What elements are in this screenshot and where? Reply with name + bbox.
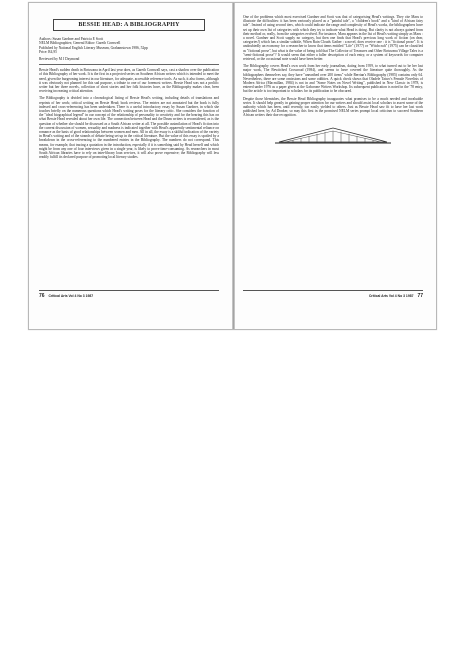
left-paragraph-2: The Bibliography is divided into a chronological listing of Bessie Head's writing, including details of translations and reprints of her work; critical writing on Bessie Head; book reviews. The entries are not annotated but the book is fully indexed and cross-referencing has been undertaken. There is a useful introductory essay by Susan Gardner, in which she touches briefly on the numerous questions which Head's writing poses for the literary critic. She considers the function of the "ideal biographical legend" in our concept of the relationship of personality to creativity and for the bearing this has on what Bessie Head revealed about her own life. The connection between Head and the Drum writers is reconsidered, as is the question of whether she should be discussed as a South African writer at all. The possible assimilation of Head's fiction into the current discussion of women, sexuality and madness is indicated together with Head's apparently sentimental reliance on romance as the basis of good relationships between women and men. All in all, the essay is a skilful indication of the variety in Head's writing and of the strands of debate being set up in the critical literature. But the value of this essay is spoiled by a breakdown in the cross-referencing to the numbered entries in the Bibliography. The numbers do not correspond. This means, for example, that tracing a quotation in the introduction, especially if it is something said by Head herself and which might be from any one of four interviews given in a single year, is likely to prove time-consuming. As researchers in most South African libraries have to rely on inter-library loan services, it will also prove expensive; the Bibliography will less readily fulfill its declared purpose of promoting local literary studies. <box>39 96 219 160</box>
book-gutter <box>232 3 235 329</box>
right-paragraph-3: Despite those blemishes, the Bessie Head Bibliography inaugurates what promises to be a much needed and invaluable series. It should help greatly in gaining proper attention for our writers and should assist local scholars to assert some of the authority which has been, until recently, too easily yielded to others. Just as Bessie Head saw fit to have her last work published here, by Ad Donker, so may this first in the promised NELM series prompt local criticism to succeed Southern African writers their due recognition. <box>243 96 423 118</box>
right-page-number: 77 <box>417 293 423 299</box>
left-page-number: 76 <box>39 293 45 299</box>
right-footer-rule <box>243 290 423 291</box>
article-title: BESSIE HEAD: A BIBLIOGRAPHY <box>53 19 205 31</box>
right-paragraph-2: The Bibliography covers Head's own work from her early journalism, dating from 1959, to what turned out to be her last major work, The Bewitched Crossroad (1984), and seems to have covered the literature quite thoroughly. As the bibliographers themselves say, they have "unearthed over 200 items" while Berrian's Bibliography (1985) contains only 64. Nevertheless, there are some omissions and some oddities. A quick check shows that Oladele Taiwo's Female Novelists of Modern Africa (Macmillan, 1984) is not in and "Some Notes on Novel Writing", published in New Classic in 1978, is entered under 1976 as a paper given at the Gaborone Writers Workshop. Its subsequent publication is noted in the '78 entry, but the article is too important to scholars for its publication to be obscured. <box>243 64 423 94</box>
left-page <box>39 15 219 162</box>
right-footer <box>243 293 423 299</box>
left-paragraph-1: Bessie Head's sudden death in Botswana in April last year does, as Gareth Cornwall says, cast a shadow over the publication of this Bibliography of her work. It is the first in a projected series on Southern African writers which is intended to meet the need, given the burgeoning interest in our literature, for adequate, accessible reference tools. As such, it also forms, although it was obviously not planned for this sad purpose, a tribute to one of our foremost writers. Bessie Head was not a prolific writer but her three novels, collection of short stories and her folk histories have, as the Bibliography makes clear, been receiving increasing critical attention. <box>39 68 219 94</box>
book-spread <box>28 2 437 330</box>
meta-publisher: Published by National English Literary Museum, Grahamstown 1986, 52pp <box>39 45 148 50</box>
left-footer <box>39 293 93 299</box>
meta-price: Price: R4,95 <box>39 49 57 54</box>
building-ornament-icon <box>273 122 393 146</box>
right-paragraph-1: One of the problems which most exercised Gardner and Scott was that of categorising Head's writings. They cite Maru to illustrate the difficulties: it has been variously placed as a "painful tale", a "children's book" and a "kind of African fairy tale". Instead of using second tiers, which could indicate the range and complexity of Head's works, the bibliographers have set up their own list of categories with which they try to indicate what Head is doing. But clarity is not always gained from their method or, really, from the categories evolved. For instance, Maru appears in the list of Head's writing simply as Maru : a novel. Gardner and Scott supply no category, but then one finds that Head's previous long work of fiction (on dear, categories!) which has a similar subtitle, When Rain Clouds Gather : a novel, does receive one : it is "fictional prose". It is undoubtedly an economy for a researcher to know that items entitled "Life" (1977) or "Witchcraft" (1975) can be classified as "fictional prose", but what is the value of being told that The Collector of Treasures and Other Botswana Village Tales is a "semi-fictional prose"? It would seem that either a fuller description of each entry, or a system of keywords for computer retrieval, or the occasional note would have been better. <box>243 15 423 62</box>
article-meta <box>39 37 219 54</box>
left-footer-rule <box>39 290 219 291</box>
right-page <box>243 15 423 146</box>
reviewer-line: Reviewed by M J Daymond <box>39 57 80 62</box>
header-divider <box>39 64 219 65</box>
meta-authors: Authors: Susan Gardner and Patricia E Scott <box>39 37 104 41</box>
right-journal-line: Critical Arts Vol 4 No 3 1987 <box>368 294 414 298</box>
meta-series: NELM Bibliographies; General Editor: Gareth Cornwell <box>39 41 121 46</box>
left-journal-line: Critical Arts Vol 4 No 3 1987 <box>48 294 94 298</box>
